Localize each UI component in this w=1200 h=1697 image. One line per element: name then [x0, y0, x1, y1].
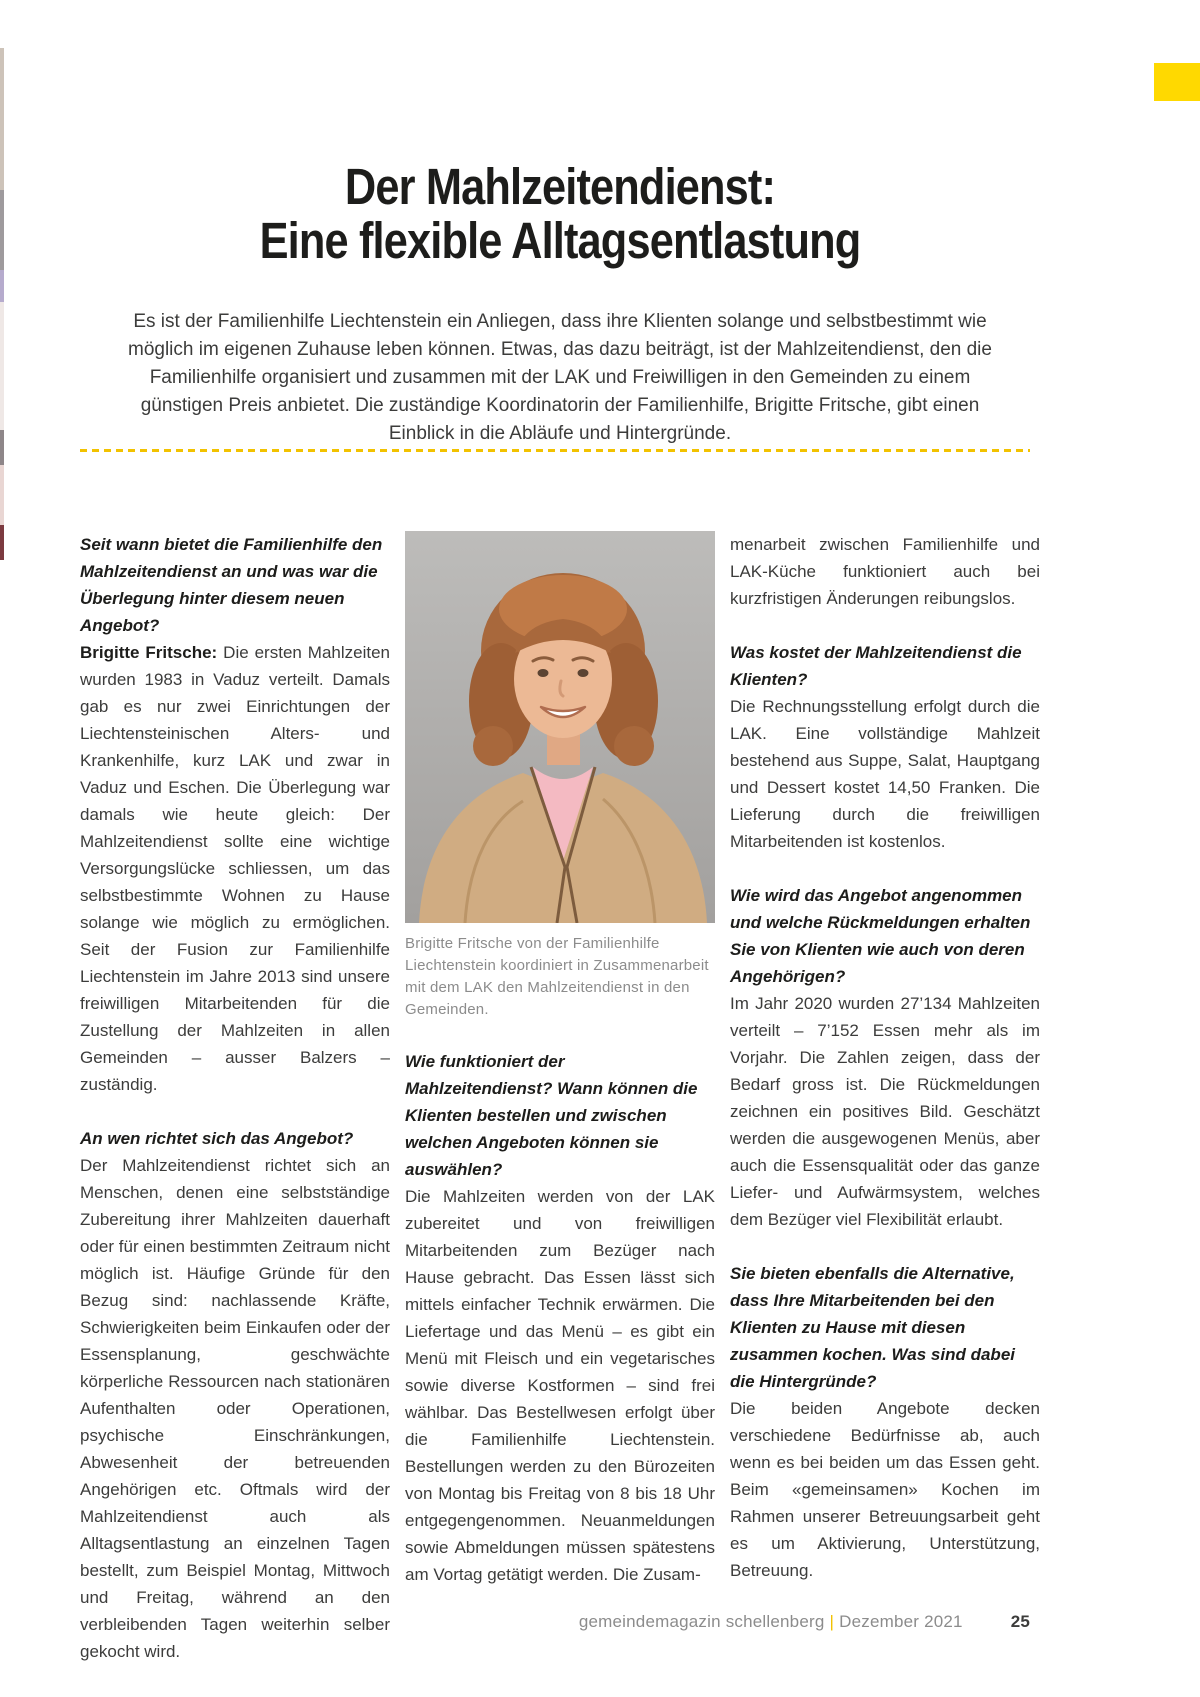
interview-answer: Die beiden Angebote decken verschiedene Bedürfnisse ab, auch wenn es bei beiden um das Essen geht. Beim «gemeinsamen» Kochen im Rahmen unserer Betreuungsarbeit geht es um Aktivierung, Unterstützung, Betreuung.	[730, 1399, 1040, 1580]
yellow-corner-marker	[1154, 63, 1200, 101]
footer-divider: |	[829, 1612, 835, 1631]
article-body-columns	[80, 531, 1040, 1665]
speaker-name: Brigitte Fritsche:	[80, 643, 218, 662]
page-number: 25	[1010, 1612, 1030, 1631]
interview-question: Was kostet der Mahlzeitendienst die Klienten?	[730, 643, 1022, 689]
answer-text: Die ersten Mahlzeiten wurden 1983 in Vaduz verteilt. Damals gab es nur zwei Einrichtungen der Liechtensteinischen Alters- und Krankenhilfe, kurz LAK und zwar in Vaduz und Eschen. Die Überlegung war damals wie heute gleich: Der Mahlzeitendienst sollte eine wichtige Versorgungslücke schliessen, um das selbstbestimmte Wohnen zu Hause solange wie möglich zu ermöglichen. Seit der Fusion zur Familienhilfe Liechtenstein im Jahre 2013 sind unsere freiwilligen Mitarbeitenden für die Zustellung der Mahlzeiten in allen Gemeinden – ausser Balzers – zuständig.	[80, 643, 390, 1094]
interview-answer: Die Rechnungsstellung erfolgt durch die LAK. Eine vollständige Mahlzeit bestehend aus Suppe, Salat, Hauptgang und Dessert kostet 14,50 Franken. Die Lieferung durch die freiwilligen Mitarbeitenden ist kostenlos.	[730, 697, 1040, 851]
column-right	[730, 531, 1040, 1665]
dashed-separator	[80, 449, 1030, 452]
article-lead: Es ist der Familienhilfe Liechtenstein ein Anliegen, dass ihre Klienten solange und selbstbestimmt wie möglich im eigenen Zuhause leben können. Etwas, das dazu beiträgt, ist der Mahlzeitendienst, den die Familienhilfe organisiert und zusammen mit der LAK und Freiwilligen in den Gemeinden zu einem günstigen Preis anbietet. Die zuständige Koordinatorin der Familienhilfe, Brigitte Fritsche, gibt einen Einblick in die Abläufe und Hintergründe.	[128, 311, 992, 444]
interview-answer-continued: menarbeit zwischen Familienhilfe und LAK-Küche funktioniert auch bei kurzfristigen Änderungen reibungslos.	[730, 535, 1040, 608]
issue-date: Dezember 2021	[839, 1612, 963, 1631]
interview-question: An wen richtet sich das Angebot?	[80, 1129, 354, 1148]
interview-question: Seit wann bietet die Familienhilfe den Mahlzeitendienst an und was war die Überlegung hinter diesem neuen Angebot?	[80, 535, 383, 635]
page-footer	[80, 1612, 1030, 1632]
interview-answer: Im Jahr 2020 wurden 27’134 Mahlzeiten verteilt – 7’152 Essen mehr als im Vorjahr. Die Zahlen zeigen, dass der Bedarf gross ist. Die Rückmeldungen zeichnen ein positives Bild. Geschätzt werden die ausgewogenen Menüs, aber auch die Essensqualität oder das ganze Liefer- und Aufwärmsystem, welches dem Bezüger viel Flexibilität erlaubt.	[730, 994, 1040, 1229]
column-middle	[405, 531, 715, 1665]
interview-question: Sie bieten ebenfalls die Alternative, dass Ihre Mitarbeitenden bei den Klienten zu Hause mit diesen zusammen kochen. Was sind dabei die Hintergründe?	[730, 1264, 1015, 1391]
article-title-line1: Der Mahlzeitendienst:	[344, 158, 776, 215]
interview-question: Wie wird das Angebot angenommen und welche Rückmeldungen erhalten Sie von Klienten wie auch von deren Angehörigen?	[730, 886, 1031, 986]
interview-question: Wie funktioniert der Mahlzeitendienst? Wann können die Klienten bestellen und zwischen welchen Angeboten können sie auswählen?	[405, 1052, 698, 1179]
page-edge-bleed	[0, 48, 4, 560]
column-left	[80, 531, 390, 1665]
brigitte-fritsche-portrait-photo	[405, 531, 715, 923]
article-title	[80, 160, 1040, 268]
article-title-line2: Eine flexible Alltagsentlastung	[259, 212, 861, 269]
magazine-name: gemeindemagazin schellenberg	[578, 1612, 825, 1631]
interview-answer	[80, 639, 390, 1098]
interview-answer: Der Mahlzeitendienst richtet sich an Menschen, denen eine selbstständige Zubereitung ihrer Mahlzeiten dauerhaft oder für einen bestimmten Zeitraum nicht möglich ist. Häufige Gründe für den Bezug sind: nachlassende Kräfte, Schwierigkeiten beim Einkaufen oder der Essensplanung, geschwächte körperliche Ressourcen nach stationären Aufenthalten oder Operationen, psychische Einschränkungen, Abwesenheit der betreuenden Angehörigen etc. Oftmals wird der Mahlzeitendienst auch als Alltagsentlastung an einzelnen Tagen bestellt, zum Beispiel Montag, Mittwoch und Freitag, während an den verbleibenden Tagen weiterhin selber gekocht wird.	[80, 1156, 390, 1661]
photo-caption: Brigitte Fritsche von der Familienhilfe Liechtenstein koordiniert in Zusammenarbeit mit dem LAK den Mahlzeitendienst in den Gemeinden.	[405, 935, 709, 1018]
interview-answer: Die Mahlzeiten werden von der LAK zubereitet und von freiwilligen Mitarbeitenden zum Bezüger nach Hause gebracht. Das Essen lässt sich mittels einfacher Technik erwärmen. Die Liefertage und das Menü – es gibt ein Menü mit Fleisch und ein vegetarisches sowie diverse Kostformen – sind frei wählbar. Das Bestellwesen erfolgt über die Familienhilfe Liechtenstein. Bestellungen werden zu den Bürozeiten von Montag bis Freitag von 8 bis 18 Uhr entgegengenommen. Neuanmeldungen sowie Abmeldungen müssen spätestens am Vortag getätigt werden. Die Zusam-	[405, 1187, 715, 1584]
